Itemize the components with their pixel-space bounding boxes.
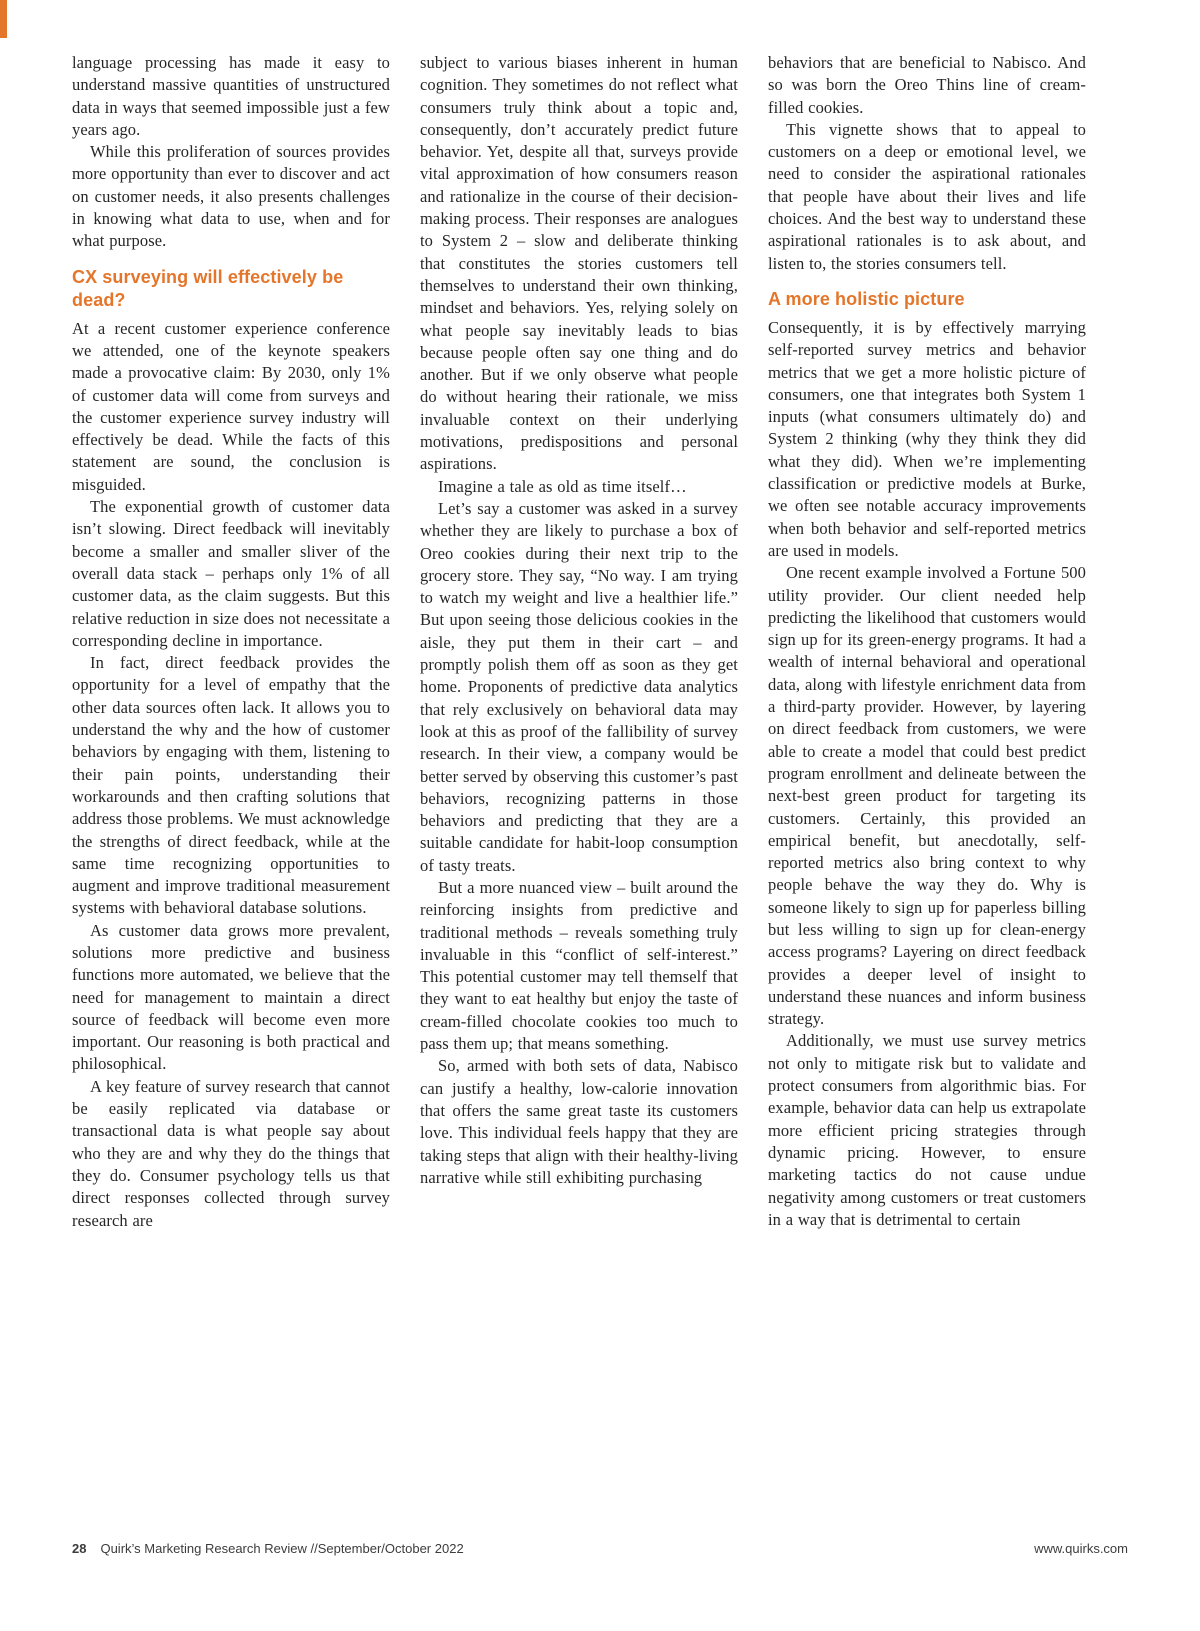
website-url: www.quirks.com bbox=[1034, 1541, 1128, 1556]
article-column-3 bbox=[768, 52, 1086, 1232]
article-body bbox=[72, 52, 1086, 1232]
body-paragraph: One recent example involved a Fortune 500 utility provider. Our client needed help predicting the likelihood that customers would sign up for its green-energy programs. It had a wealth of internal behavioral and operational data, along with lifestyle enrichment data from a third-party provider. However, by layering on direct feedback from customers, we were able to create a model that could best predict program enrollment and delineate between the next-best green product for targeting its customers. Certainly, this provided an empirical benefit, but anecdotally, self-reported metrics also bring context to why people behave the way they do. Why is someone likely to sign up for paperless billing but less willing to sign up for clean-energy access programs? Layering on direct feedback provides a deeper level of insight to understand these nuances and inform business strategy. bbox=[768, 563, 1086, 1029]
body-paragraph: The exponential growth of customer data isn’t slowing. Direct feedback will inevitably become a smaller and smaller sliver of the overall data stack – perhaps only 1% of all customer data, as the claim suggests. But this relative reduction in size does not necessitate a corresponding decline in importance. bbox=[72, 497, 390, 650]
body-paragraph: Imagine a tale as old as time itself… bbox=[438, 476, 687, 496]
page-corner-accent bbox=[0, 0, 7, 38]
footer-left bbox=[72, 1541, 464, 1556]
body-paragraph: While this proliferation of sources provides more opportunity than ever to discover and act on customer needs, it also presents challenges in knowing what data to use, when and for what purpose. bbox=[72, 142, 390, 251]
body-paragraph: But a more nuanced view – built around the reinforcing insights from predictive and traditional methods – reveals something truly invaluable in this “conflict of self-interest.” This potential customer may tell themself that they want to eat healthy but enjoy the taste of cream-filled chocolate cookies too much to pass them up; that means something. bbox=[420, 877, 738, 1054]
body-paragraph: A key feature of survey research that cannot be easily replicated via database or transactional data is what people say about who they are and why they do the things that they do. Consumer psychology tells us that direct responses collected through survey research are bbox=[72, 1076, 390, 1230]
publication-info: Quirk’s Marketing Research Review //September/October 2022 bbox=[100, 1541, 464, 1556]
body-paragraph: language processing has made it easy to understand massive quantities of unstructured data in ways that seemed impossible just a few years ago. bbox=[72, 53, 390, 139]
section-heading: CX surveying will effectively be dead? bbox=[72, 266, 344, 310]
body-paragraph: This vignette shows that to appeal to customers on a deep or emotional level, we need to consider the aspirational rationales that people have about their lives and life choices. And the best way to understand these aspirational rationales is to ask about, and listen to, the stories consumers tell. bbox=[768, 119, 1086, 273]
body-paragraph: At a recent customer experience conference we attended, one of the keynote speakers made a provocative claim: By 2030, only 1% of customer data will come from surveys and the customer experience survey industry will effectively be dead. While the facts of this statement are sound, the conclusion is misguided. bbox=[72, 318, 390, 494]
body-paragraph: Consequently, it is by effectively marrying self-reported survey metrics and behavior metrics that we get a more holistic picture of consumers, one that integrates both System 1 inputs (what consumers ultimately do) and System 2 thinking (why they think they did what they did). When we’re implementing classification or predictive models at Burke, we often see notable accuracy improvements when both behavior and self-reported metrics are used in models. bbox=[768, 317, 1086, 560]
section-heading: A more holistic picture bbox=[768, 288, 965, 309]
body-paragraph: As customer data grows more prevalent, solutions more predictive and business functions more automated, we believe that the need for management to maintain a direct source of feedback will become even more important. Our reasoning is both practical and philosophical. bbox=[72, 920, 390, 1074]
page-number: 28 bbox=[72, 1541, 87, 1556]
article-column-2 bbox=[420, 52, 738, 1232]
article-column-1 bbox=[72, 52, 390, 1232]
body-paragraph: In fact, direct feedback provides the opportunity for a level of empathy that the other data sources often lack. It allows you to understand the why and the how of customer behaviors by engaging with them, listening to their pain points, understanding their workarounds and then crafting solutions that address those problems. We must acknowledge the strengths of direct feedback, while at the same time recognizing opportunities to augment and improve traditional measurement systems with behavioral database solutions. bbox=[72, 653, 390, 918]
body-paragraph: Additionally, we must use survey metrics not only to mitigate risk but to validate and protect consumers from algorithmic bias. For example, behavior data can help us extrapolate more efficient pricing strategies through dynamic pricing. However, to ensure marketing tactics do not cause undue negativity among customers or treat customers in a way that is detrimental to certain bbox=[768, 1031, 1086, 1229]
body-paragraph: subject to various biases inherent in human cognition. They sometimes do not reflect what consumers truly think about a topic and, consequently, don’t accurately predict future behavior. Yet, despite all that, surveys provide vital approximation of how consumers reason and rationalize in the course of their decision-making process. Their responses are analogues to System 2 – slow and deliberate thinking that constitutes the stories customers tell themselves to understand their own thinking, mindset and behaviors. Yes, relying solely on what people say inevitably leads to bias because people often say one thing and do another. But if we only observe what people do without hearing their rationale, we miss invaluable context on their underlying motivations, predispositions and personal aspirations. bbox=[420, 53, 738, 474]
body-paragraph: Let’s say a customer was asked in a survey whether they are likely to purchase a box of Oreo cookies during their next trip to the grocery store. They say, “No way. I am trying to watch my weight and live a healthier life.” But upon seeing those delicious cookies in the aisle, they put them in their cart – and promptly polish them off as soon as they get home. Proponents of predictive data analytics that rely exclusively on behavioral data may look at this as proof of the fallibility of survey research. In their view, a company would be better served by observing this customer’s past behaviors, recognizing patterns in those behaviors and predicting that they are a suitable candidate for habit-loop consumption of tasty treats. bbox=[420, 498, 738, 875]
page-footer bbox=[72, 1541, 1128, 1556]
body-paragraph: So, armed with both sets of data, Nabisco can justify a healthy, low-calorie innovation that offers the same great taste its customers love. This individual feels happy that they are taking steps that align with their healthy-living narrative while still exhibiting purchasing bbox=[420, 1056, 738, 1187]
body-paragraph: behaviors that are beneficial to Nabisco. And so was born the Oreo Thins line of cream-filled cookies. bbox=[768, 53, 1086, 117]
